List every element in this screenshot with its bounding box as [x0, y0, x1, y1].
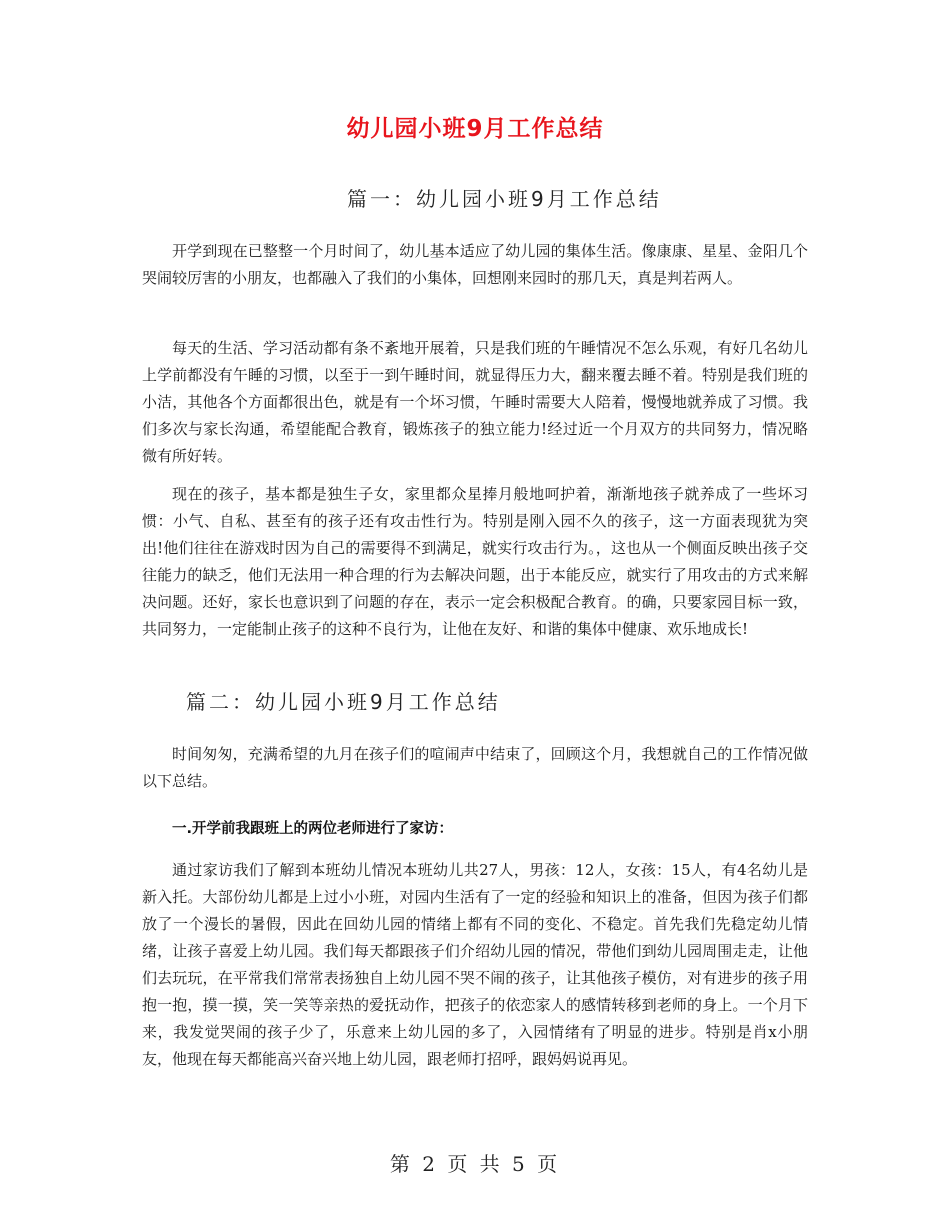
- document-title: 幼儿园小班9月工作总结: [346, 116, 604, 142]
- section2-heading: 篇二：幼儿园小班9月工作总结: [186, 690, 501, 714]
- section2-body: 通过家访我们了解到本班幼儿情况本班幼儿共27人，男孩：12人，女孩：15人，有4名幼儿是新入托。大部份幼儿都是上过小小班，对园内生活有了一定的经验和知识上的准备，但因为孩子们都放了一个漫长的暑假，因此在回幼儿园的情绪上都有不同的变化、不稳定。首先我们先稳定幼儿情绪，让孩子喜爱上幼儿园。我们每天都跟孩子们介绍幼儿园的情况，带他们到幼儿园周围走走，让他们去玩玩，在平常我们常常表扬独自上幼儿园不哭不闹的孩子，让其他孩子模仿，对有进步的孩子用抱一抱，摸一摸，笑一笑等亲热的爱抚动作，把孩子的依恋家人的感情转移到老师的身上。一个月下来，我发觉哭闹的孩子少了，乐意来上幼儿园的多了，入园情绪有了明显的进步。特别是肖x小朋友，他现在每天都能高兴奋兴地上幼儿园，跟老师打招呼，跟妈妈说再见。: [142, 861, 808, 1068]
- section2-intro: 时间匆匆，充满希望的九月在孩子们的喧闹声中结束了，回顾这个月，我想就自己的工作情况做以下总结。: [142, 745, 808, 790]
- page-footer: 第 2 页 共 5 页: [389, 1152, 561, 1176]
- section1-paragraph-1: 开学到现在已整整一个月时间了，幼儿基本适应了幼儿园的集体生活。像康康、星星、金阳几个哭闹较厉害的小朋友，也都融入了我们的小集体，回想刚来园时的那几天，真是判若两人。: [142, 242, 808, 287]
- section1-paragraph-2: 每天的生活、学习活动都有条不紊地开展着，只是我们班的午睡情况不怎么乐观，有好几名幼儿上学前都没有午睡的习惯，以至于一到午睡时间，就显得压力大，翻来覆去睡不着。特别是我们班的小洁，其他各个方面都很出色，就是有一个坏习惯，午睡时需要大人陪着，慢慢地就养成了习惯。我们多次与家长沟通，希望能配合教育，锻炼孩子的独立能力!经过近一个月双方的共同努力，情况略微有所好转。: [142, 339, 808, 465]
- section1-paragraph-3: 现在的孩子，基本都是独生子女，家里都众星捧月般地呵护着，渐渐地孩子就养成了一些坏习惯：小气、自私、甚至有的孩子还有攻击性行为。特别是刚入园不久的孩子，这一方面表现犹为突出!他们往往在游戏时因为自己的需要得不到满足，就实行攻击行为。，这也从一个侧面反映出孩子交往能力的缺乏，他们无法用一种合理的行为去解决问题，出于本能反应，就实行了用攻击的方式来解决问题。还好，家长也意识到了问题的存在，表示一定会积极配合教育。的确，只要家园目标一致，共同努力，一定能制止孩子的这种不良行为，让他在友好、和谐的集体中健康、欢乐地成长!: [142, 485, 808, 638]
- section1-heading: 篇一：幼儿园小班9月工作总结: [347, 187, 662, 211]
- section2-subheading: 一.开学前我跟班上的两位老师进行了家访：: [172, 821, 454, 837]
